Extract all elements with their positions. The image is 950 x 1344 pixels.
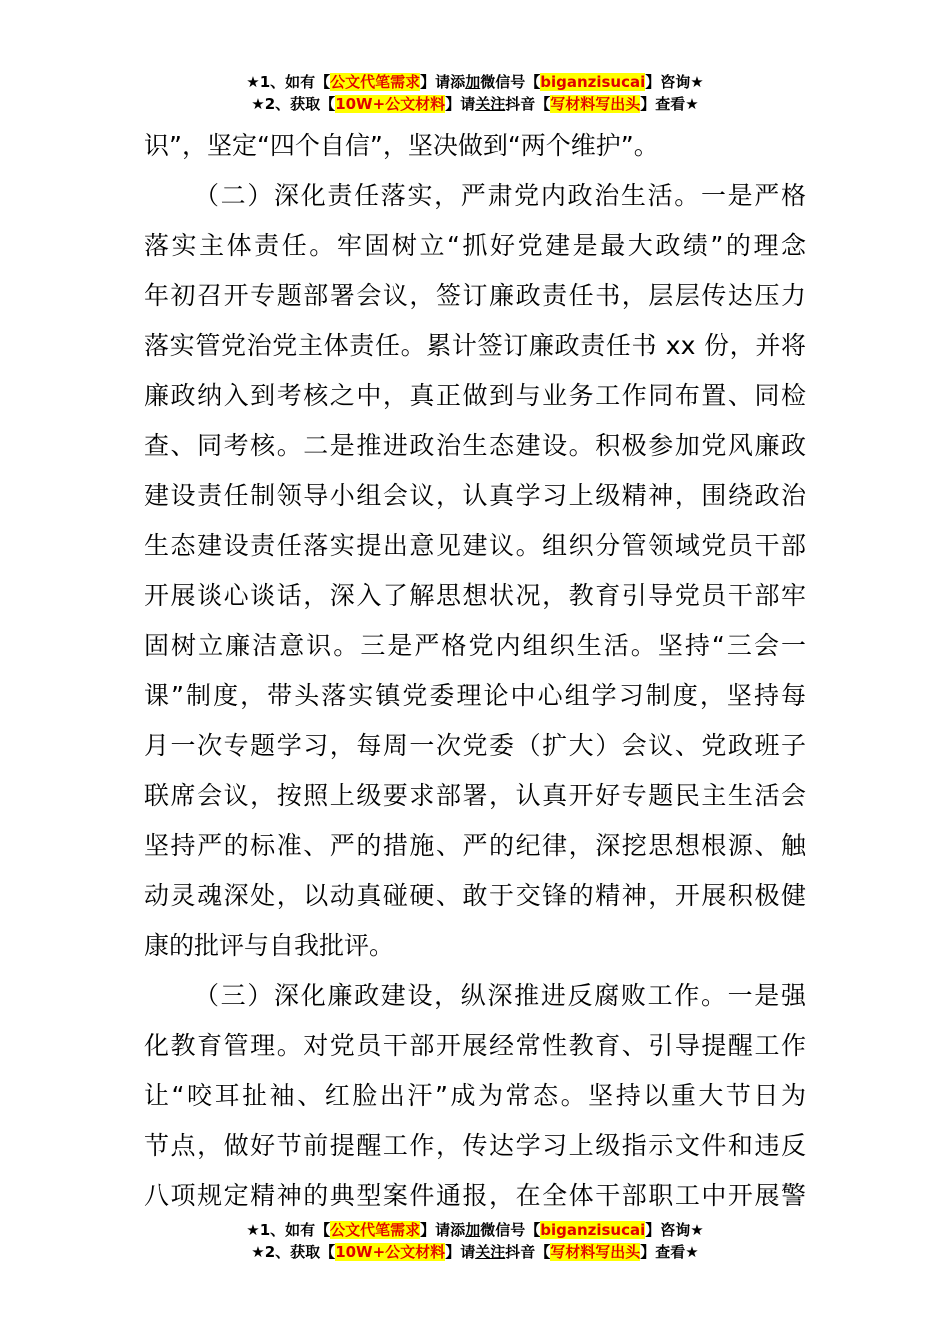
- text-line: 廉政纳入到考核之中，真正做到与业务工作同布置、同检: [144, 381, 806, 410]
- text-line: 节点，做好节前提醒工作，传达学习上级指示文件和违反: [144, 1131, 806, 1160]
- text-line: 落实主体责任。牢固树立“抓好党建是最大政绩”的理念: [144, 231, 806, 260]
- text-line: 落实管党治党主体责任。累计签订廉政责任书 xx 份，并将: [144, 331, 806, 360]
- text-line: 查、同考核。二是推进政治生态建设。积极参加党风廉政: [144, 431, 806, 460]
- text-line: 联席会议，按照上级要求部署，认真开好专题民主生活会: [144, 781, 806, 810]
- text-line: 八项规定精神的典型案件通报，在全体干部职工中开展警: [144, 1181, 806, 1210]
- text-line: 坚持严的标准、严的措施、严的纪律，深挖思想根源、触: [144, 831, 806, 860]
- promo-line-1: ★1、如有【公文代笔需求】请添加微信号【biganzisucai】咨询★: [246, 1221, 704, 1239]
- text-line: 课”制度，带头落实镇党委理论中心组学习制度，坚持每: [144, 681, 806, 710]
- text-line: 开展谈心谈话，深入了解思想状况，教育引导党员干部牢: [144, 581, 806, 610]
- text-line: 月一次专题学习，每周一次党委（扩大）会议、党政班子: [144, 731, 806, 760]
- douyin-id-highlight: 写材料写出头: [550, 95, 641, 113]
- text-line: （三）深化廉政建设，纵深推进反腐败工作。一是强: [194, 981, 806, 1010]
- promo-highlight: 公文代笔需求: [330, 1221, 421, 1239]
- promo-highlight: 10W+公文材料: [335, 95, 446, 113]
- top-promo-banner: [0, 71, 950, 115]
- text-line: 年初召开专题部署会议，签订廉政责任书，层层传达压力: [144, 281, 806, 310]
- text-line: 建设责任制领导小组会议，认真学习上级精神，围绕政治: [144, 481, 806, 510]
- promo-highlight: 公文代笔需求: [330, 73, 421, 91]
- promo-line-1: ★1、如有【公文代笔需求】请添加微信号【biganzisucai】咨询★: [246, 73, 704, 91]
- text-line: （二）深化责任落实，严肃党内政治生活。一是严格: [194, 181, 806, 210]
- promo-line-2: ★2、获取【10W+公文材料】请关注抖音【写材料写出头】查看★: [251, 95, 699, 113]
- text-line: 化教育管理。对党员干部开展经常性教育、引导提醒工作: [144, 1031, 806, 1060]
- text-line: 康的批评与自我批评。: [144, 931, 395, 960]
- bottom-promo-banner: [0, 1219, 950, 1263]
- promo-highlight: 10W+公文材料: [335, 1243, 446, 1261]
- text-line: 生态建设责任落实提出意见建议。组织分管领域党员干部: [144, 531, 806, 560]
- document-body: [144, 121, 806, 1221]
- promo-line-2: ★2、获取【10W+公文材料】请关注抖音【写材料写出头】查看★: [251, 1243, 699, 1261]
- text-line: 动灵魂深处，以动真碰硬、敢于交锋的精神，开展积极健: [144, 881, 806, 910]
- text-line: 识”，坚定“四个自信”，坚决做到“两个维护”。: [144, 131, 659, 160]
- wechat-id-highlight: biganzisucai: [540, 73, 646, 91]
- douyin-id-highlight: 写材料写出头: [550, 1243, 641, 1261]
- text-line: 固树立廉洁意识。三是严格党内组织生活。坚持“三会一: [144, 631, 806, 660]
- text-line: 让“咬耳扯袖、红脸出汗”成为常态。坚持以重大节日为: [144, 1081, 806, 1110]
- wechat-id-highlight: biganzisucai: [540, 1221, 646, 1239]
